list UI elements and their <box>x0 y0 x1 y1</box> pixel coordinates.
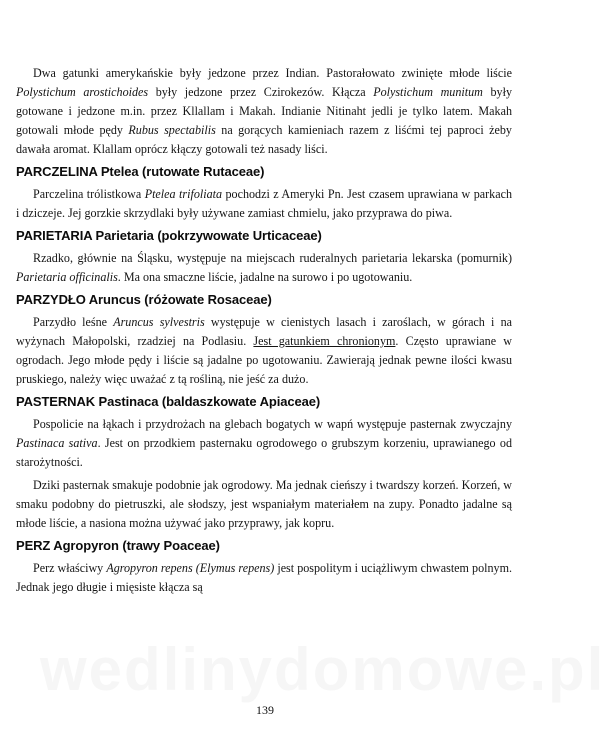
text-column <box>16 64 512 597</box>
text-run: Pospolicie na łąkach i przydrożach na glebach bogatych w wapń występuje pasternak zwyczajny <box>33 417 512 431</box>
page-number: 139 <box>256 703 274 717</box>
section-heading-pasternak: PASTERNAK Pastinaca (baldaszkowate Apiaceae) <box>16 394 321 409</box>
text-run: jest pospolitym i uciążliwym chwastem polnym. Jednak jego długie i mięsiste kłącza są <box>16 561 512 594</box>
section-paragraph <box>16 476 512 533</box>
text-run: na gorących kamieniach razem z liśćmi tej paproci żeby dawała aromat. Klallam oprócz kłączy gotowali też nasady liści. <box>16 123 512 156</box>
text-run: . Często uprawiane w ogrodach. Jego młode pędy i liście są jadalne po ugotowaniu. Zawierają jednak pewne ilości kwasu pruskiego, należy więc uważać z tą rośliną, nie jeść za dużo. <box>16 334 513 386</box>
latin-name: Parietaria officinalis <box>16 270 118 284</box>
section-heading-perz: PERZ Agropyron (trawy Poaceae) <box>16 538 220 553</box>
watermark-text: wedlinydomowe.pl <box>40 636 605 703</box>
text-run: Rzadko, głównie na Śląsku, występuje na miejscach ruderalnych parietaria lekarska (pomurnik) <box>33 251 512 265</box>
latin-name: Pastinaca sativa <box>16 436 98 450</box>
latin-name: Rubus spectabilis <box>128 123 216 137</box>
section-heading-parietaria: PARIETARIA Parietaria (pokrzywowate Urticaceae) <box>16 228 322 243</box>
section-heading-parczelina: PARCZELINA Ptelea (rutowate Rutaceae) <box>16 164 265 179</box>
text-run: występuje w cienistych lasach i zaroślach, w górach i na wyżynach Małopolski, rzadziej na Podlasiu. <box>16 315 512 348</box>
text-run: . Ma ona smaczne liście, jadalne na surowo i po ugotowaniu. <box>117 270 413 284</box>
underlined-text: Jest gatunkiem chronionym <box>253 334 396 348</box>
section-paragraph <box>16 249 512 287</box>
latin-name: Aruncus sylvestris <box>113 315 205 329</box>
text-run: Dziki pasternak smakuje podobnie jak ogrodowy. Ma jednak cieńszy i twardszy korzeń. Korzeń, w smaku podobny do pietruszki, ale słodszy, jest wspaniałym materiałem na zupy. Ponadto jadalne są młode liście, a nasiona można używać jako przyprawy, jak kopru. <box>16 478 512 530</box>
text-run: były jedzone przez Czirokezów. Kłącza <box>148 85 374 99</box>
text-run: . Jest on przodkiem pasternaku ogrodowego o grubszym korzeniu, uprawianego od starożytności. <box>16 436 512 469</box>
latin-name: Polystichum munitum <box>373 85 483 99</box>
text-run: Parzydło leśne <box>33 315 114 329</box>
text-run: Perz właściwy <box>33 561 107 575</box>
text-run: Parczelina trólistkowa <box>33 187 145 201</box>
latin-name: Ptelea trifoliata <box>144 187 223 201</box>
text-run: były gotowane i jedzone m.in. przez Kllallam i Makah. Indianie Nitinaht jedli je tylko latem. Makah gotowali młode pędy <box>16 85 512 137</box>
section-heading-parzydlo: PARZYDŁO Aruncus (różowate Rosaceae) <box>16 292 272 307</box>
text-run: pochodzi z Ameryki Pn. Jest czasem uprawiana w parkach i dziczeje. Jej gorzkie skrzydlaki były używane zamiast chmielu, jako przyprawa do piwa. <box>16 187 513 220</box>
section-paragraph <box>16 415 512 472</box>
section-paragraph <box>16 313 512 389</box>
section-paragraph <box>16 559 512 597</box>
text-run: Dwa gatunki amerykańskie były jedzone przez Indian. Pastorałowato zwinięte młode liście <box>33 66 512 80</box>
section-paragraph <box>16 185 512 223</box>
latin-name: Polystichum arostichoides <box>16 85 149 99</box>
intro-paragraph <box>16 64 512 159</box>
latin-name: Agropyron repens (Elymus repens) <box>106 561 275 575</box>
